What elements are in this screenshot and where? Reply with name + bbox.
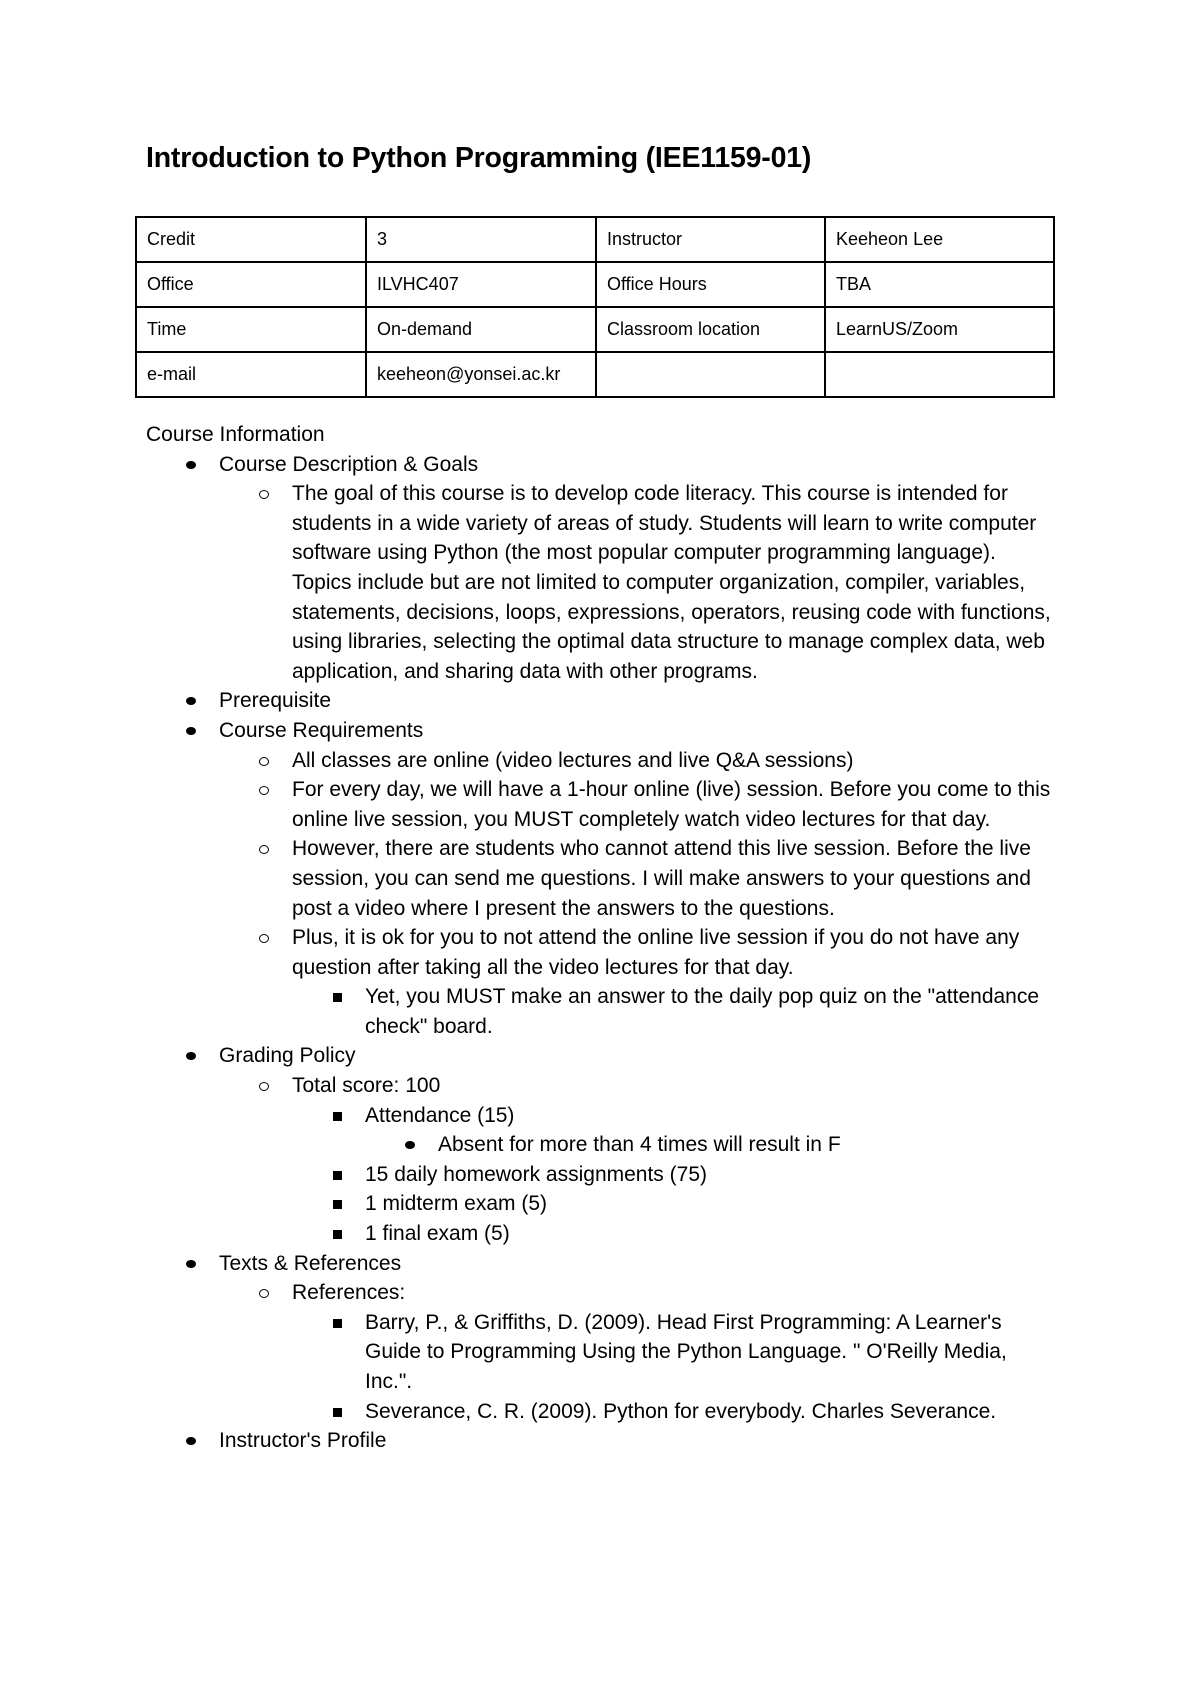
sub-list <box>292 1308 1057 1426</box>
sub-list <box>219 1278 1057 1426</box>
requirement-text: For every day, we will have a 1-hour online (live) session. Before you come to this online live session, you MUST completely watch video lectures for that day. <box>292 778 1051 831</box>
table-row <box>136 352 1054 397</box>
bullet-square-icon <box>333 1112 342 1121</box>
list-item-label: Course Description & Goals <box>219 452 479 476</box>
table-cell: 3 <box>366 217 596 262</box>
list-item-requirements <box>146 716 1057 1042</box>
list-item-texts <box>146 1249 1057 1427</box>
table-cell: e-mail <box>136 352 366 397</box>
list-item <box>219 834 1057 923</box>
references-label: References: <box>292 1281 406 1305</box>
reference-entry: Severance, C. R. (2009). Python for everybody. Charles Severance. <box>365 1399 997 1423</box>
list-item-label: Course Requirements <box>219 718 424 742</box>
list-item <box>292 1101 1057 1160</box>
list-item <box>292 1189 1057 1219</box>
table-cell: LearnUS/Zoom <box>825 307 1054 352</box>
document-title: Introduction to Python Programming (IEE1159-01) <box>146 142 812 174</box>
bullet-disc-icon <box>186 727 196 735</box>
list-item <box>219 479 1057 686</box>
course-info-table <box>135 216 1055 398</box>
total-score: Total score: 100 <box>292 1074 441 1098</box>
sub-list <box>219 1071 1057 1249</box>
bullet-circle-icon <box>259 1289 269 1298</box>
sub-list <box>219 746 1057 1042</box>
list-item <box>219 775 1057 834</box>
sub-list <box>292 1101 1057 1249</box>
table-cell <box>596 352 825 397</box>
bullet-circle-icon <box>259 1082 269 1091</box>
table-row <box>136 307 1054 352</box>
list-item-prerequisite <box>146 686 1057 716</box>
table-cell: TBA <box>825 262 1054 307</box>
list-item-profile <box>146 1426 1057 1456</box>
reference-entry: Barry, P., & Griffiths, D. (2009). Head First Programming: A Learner's Guide to Programming Using the Python Language. " O'Reilly Media, Inc.". <box>365 1310 1007 1393</box>
table-cell: On-demand <box>366 307 596 352</box>
bullet-square-icon <box>333 1200 342 1209</box>
bullet-disc-icon <box>186 461 196 469</box>
table-cell: keeheon@yonsei.ac.kr <box>366 352 596 397</box>
list-item-label: Grading Policy <box>219 1044 356 1068</box>
list-item-description <box>146 450 1057 687</box>
table-cell: Office <box>136 262 366 307</box>
grading-midterm: 1 midterm exam (5) <box>365 1192 548 1216</box>
table-row <box>136 217 1054 262</box>
table-cell <box>825 352 1054 397</box>
bullet-circle-icon <box>259 757 269 766</box>
bullet-circle-icon <box>259 845 269 854</box>
table-row <box>136 262 1054 307</box>
bullet-circle-icon <box>259 490 269 499</box>
grading-homework: 15 daily homework assignments (75) <box>365 1162 707 1186</box>
bullet-disc-icon <box>186 1260 196 1268</box>
table-cell: Classroom location <box>596 307 825 352</box>
grading-attendance: Attendance (15) <box>365 1103 515 1127</box>
course-info-list <box>146 450 1057 1456</box>
list-item <box>292 982 1057 1041</box>
list-item-label: Texts & References <box>219 1251 402 1275</box>
table-cell: Time <box>136 307 366 352</box>
requirement-subtext: Yet, you MUST make an answer to the daily pop quiz on the "attendance check" board. <box>365 985 1040 1038</box>
requirement-text: Plus, it is ok for you to not attend the online live session if you do not have any question after taking all the video lectures for that day. <box>292 926 1020 979</box>
list-item <box>219 1278 1057 1426</box>
section-heading: Course Information <box>146 423 325 446</box>
list-item-grading <box>146 1041 1057 1248</box>
bullet-square-icon <box>333 1319 342 1328</box>
bullet-disc-icon <box>186 1437 196 1445</box>
table-cell: Instructor <box>596 217 825 262</box>
list-item <box>292 1160 1057 1190</box>
sub-list <box>292 982 1057 1041</box>
description-text: The goal of this course is to develop code literacy. This course is intended for students in a wide variety of areas of study. Students will learn to write computer software using Python (the most popular computer programming language). Topics include but are not limited to computer organization, compiler, variables, statements, decisions, loops, expressions, operators, reusing code with functions, using libraries, selecting the optimal data structure to manage complex data, web application, and sharing data with other programs. <box>292 482 1051 683</box>
table-cell: ILVHC407 <box>366 262 596 307</box>
bullet-circle-icon <box>259 934 269 943</box>
bullet-circle-icon <box>259 786 269 795</box>
list-item-label: Instructor's Profile <box>219 1429 387 1453</box>
bullet-disc-icon <box>405 1141 415 1149</box>
requirement-text: All classes are online (video lectures and live Q&A sessions) <box>292 748 854 772</box>
list-item <box>292 1219 1057 1249</box>
course-information-section <box>146 420 1057 1456</box>
bullet-disc-icon <box>186 1052 196 1060</box>
sub-list <box>365 1130 1057 1160</box>
list-item <box>292 1308 1057 1397</box>
bullet-square-icon <box>333 1408 342 1417</box>
bullet-square-icon <box>333 1230 342 1239</box>
list-item <box>219 746 1057 776</box>
list-item-label: Prerequisite <box>219 689 332 713</box>
table-cell: Office Hours <box>596 262 825 307</box>
table-cell: Credit <box>136 217 366 262</box>
list-item <box>219 923 1057 1041</box>
attendance-note: Absent for more than 4 times will result in F <box>438 1133 841 1157</box>
list-item <box>219 1071 1057 1249</box>
requirement-text: However, there are students who cannot attend this live session. Before the live session, you can send me questions. I will make answers to your questions and post a video where I present the answers to the questions. <box>292 837 1031 920</box>
bullet-square-icon <box>333 993 342 1002</box>
bullet-disc-icon <box>186 697 196 705</box>
list-item <box>365 1130 1057 1160</box>
table-cell: Keeheon Lee <box>825 217 1054 262</box>
sub-list <box>219 479 1057 686</box>
grading-final: 1 final exam (5) <box>365 1222 510 1246</box>
bullet-square-icon <box>333 1171 342 1180</box>
list-item <box>292 1397 1057 1427</box>
